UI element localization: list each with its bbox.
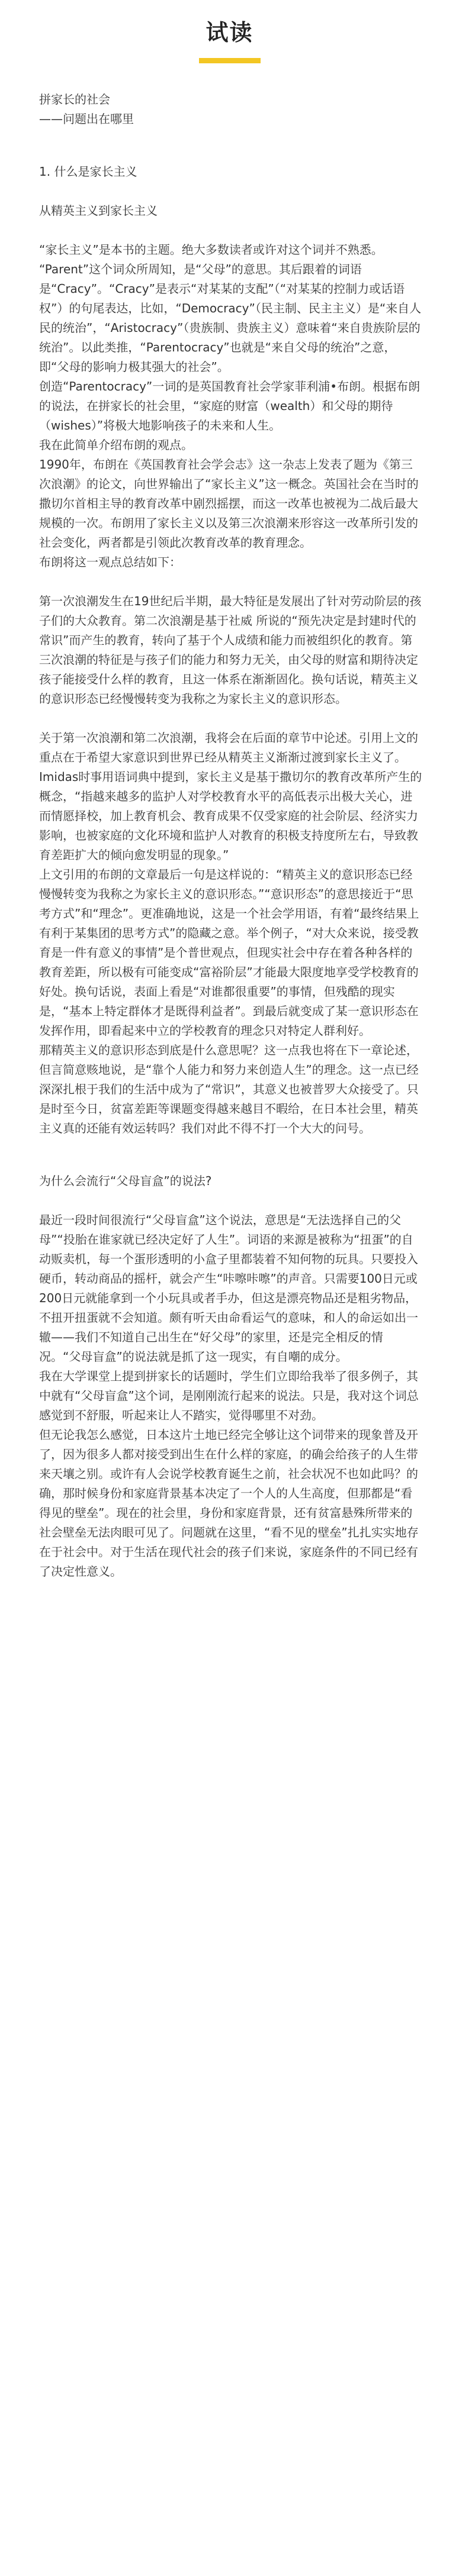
paragraph: 上文引用的布朗的文章最后一句是这样说的：“精英主义的意识形态已经慢慢转变为我称之为家长主义的意识形态。”“意识形态”的意思接近于“思考方式”和“理念”。更准确地说，这是一个社会学用语，有着“最终结果上有利于某集团的思考方式”的隐藏之意。举个例子，“对大众来说，接受教育是一件有意义的事情”是个普世观点，但现实社会中存在着各种各样的教育差距，所以极有可能变成“富裕阶层”才能最大限度地享受学校教育的好处。换句话说，表面上看是“对谁都很重要”的事情，但残酷的现实是，“基本上特定群体才是既得利益者”。到最后就变成了某一意识形态在发挥作用，即看起来中立的学校教育的理念只对特定人群利好。 — [39, 867, 419, 1038]
book-subtitle: ——问题出在哪里 — [39, 112, 134, 126]
book-title: 拼家长的社会 — [39, 92, 110, 106]
paragraph: 最近一段时间很流行“父母盲盒”这个说法，意思是“无法选择自己的父母”“投胎在谁家就已经决定好了人生”。词语的来源是被称为“扭蛋”的自动贩卖机，每一个蛋形透明的小盒子里都装着不知何物的玩具。只要投入硬币，转动商品的摇杆，就会产生“咔嚓咔嚓”的声音。只需要100日元或200日元就能拿到一个小玩具或者手办，但这是漂亮物品还是粗劣物品，不扭开扭蛋就不会知道。颇有听天由命看运气的意味，和人的命运如出一辙——我们不知道自己出生在“好父母”的家里，还是完全相反的情况。“父母盲盒”的说法就是抓了这一现实，有自嘲的成分。 — [39, 1213, 418, 1364]
section-subheading: 从精英主义到家长主义 — [39, 204, 158, 218]
paragraph: “Parent”这个词众所周知，是“父母”的意思。其后跟着的词语是“Cracy”。“Cracy”是表示“对某某的支配”（“对某某的控制力或话语权”）的句尾表达，比如，“Democracy”（民主制、民主主义）是“来自人民的统治”，“Aristocracy”（贵族制、贵族主义）意味着“来自贵族阶层的统治”。以此类推，“Parentocracy”也就是“来自父母的统治”之意，即“父母的影响力极其强大的社会”。 — [39, 262, 422, 374]
paragraph: 1990年，布朗在《英国教育社会学会志》这一杂志上发表了题为《第三次浪潮》的论文，向世界输出了“家长主义”这一概念。英国社会在当时的撒切尔首相主导的教育改革中剧烈摇摆，而这一改革也被视为二战后最大规模的一次。布朗用了家长主义以及第三次浪潮来形容这一改革所引发的社会变化，两者都是引领此次教育改革的教育理念。 — [39, 457, 419, 550]
paragraph: 我在此简单介绍布朗的观点。 — [39, 438, 193, 452]
section-heading: 为什么会流行“父母盲盒”的说法? — [39, 1174, 212, 1188]
section-heading: 1. 什么是家长主义 — [39, 164, 137, 179]
paragraph: 我在大学课堂上提到拼家长的话题时，学生们立即给我举了很多例子，其中就有“父母盲盒”这个词，是刚刚流行起来的说法。只是，我对这个词总感觉到不舒服，听起来让人不踏实，觉得哪里不对劲。 — [39, 1369, 419, 1422]
paragraph: 关于第一次浪潮和第二次浪潮，我将会在后面的章节中论述。引用上文的重点在于希望大家意识到世界已经从精英主义渐渐过渡到家长主义了。 — [39, 731, 418, 764]
paragraph: 创造“Parentocracy”一词的是英国教育社会学家菲利浦•布朗。根据布朗的说法，在拼家长的社会里，“家庭的财富（wealth）和父母的期待（wishes）”将极大地影响孩子的未来和人生。 — [39, 379, 421, 432]
paragraph: “家长主义”是本书的主题。绝大多数读者或许对这个词并不熟悉。 — [39, 243, 383, 257]
paragraph: 但无论我怎么感觉，日本这片土地已经完全够让这个词带来的现象普及开了，因为很多人都对接受到出生在什么样的家庭，的确会给孩子的人生带来天壤之别。或许有人会说学校教育诞生之前，社会状况不也如此吗？的确，那时候身份和家庭背景基本决定了一个人的人生高度，但那都是“看得见的壁垒”。现在的社会里，身份和家庭背景，还有贫富悬殊所带来的社会壁垒无法肉眼可见了。问题就在这里，“看不见的壁垒”扎扎实实地存在于社会中。对于生活在现代社会的孩子们来说，家庭条件的不同已经有了决定性意义。 — [39, 1428, 419, 1578]
quoted-paragraph: 第一次浪潮发生在19世纪后半期，最大特征是发展出了针对劳动阶层的孩子们的大众教育。第二次浪潮是基于社威 所说的“预先决定是封建时代的常识”而产生的教育，转向了基于个人成绩和能力而被组织化的教育。第三次浪潮的特征是与孩子们的能力和努力无关，由父母的财富和期待决定孩子能接受什么样的教育，且这一体系在渐渐固化。换句话说，精英主义的意识形态已经慢慢转变为我称之为家长主义的意识形态。 — [39, 594, 422, 706]
article-body — [39, 90, 424, 1581]
paragraph: Imidas时事用语词典中提到，家长主义是基于撒切尔的教育改革所产生的概念，“指越来越多的监护人对学校教育水平的高低表示出极大关心，进而情愿择校，加上教育机会、教育成果不仅受家庭的社会阶层、经济实力影响，也被家庭的文化环境和监护人对教育的积极支持度所左右，导致教育差距扩大的倾向愈发明显的现象。” — [39, 770, 422, 862]
title-underline-bar — [199, 58, 261, 63]
paragraph: 那精英主义的意识形态到底是什么意思呢？这一点我也将在下一章论述，但言简意赅地说，是“靠个人能力和努力来创造人生”的理念。这一点已经深深扎根于我们的生活中成为了“常识”，其意义也被普罗大众接受了。只是时至今日，贫富差距等课题变得越来越目不暇给，在日本社会里，精英主义真的还能有效运转吗？我们对此不得不打一个大大的问号。 — [39, 1043, 419, 1135]
paragraph: 布朗将这一观点总结如下： — [39, 555, 181, 569]
page-title: 试读 — [206, 20, 253, 46]
